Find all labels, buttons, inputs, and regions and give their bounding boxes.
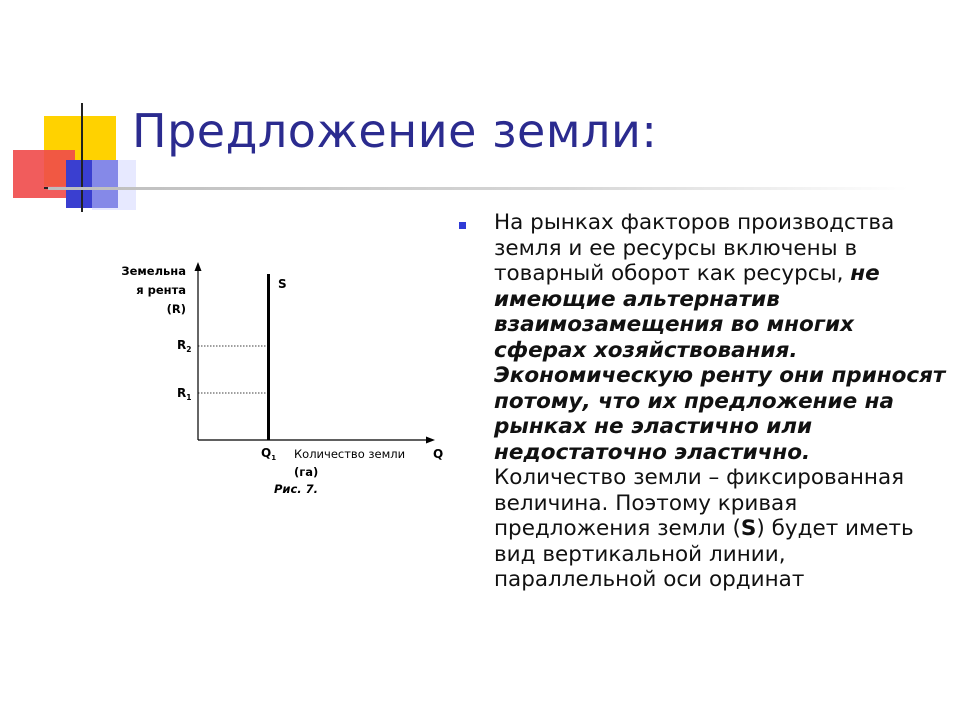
- paragraph-text-1: На рынках факторов производства земля и ее ресурсы включены в товарный оборот как ресурсы,: [494, 210, 895, 286]
- y-axis-label-line2: я рента: [136, 283, 186, 297]
- paragraph-text-2: Количество земли – фиксированная величина. Поэтому кривая предложения земли (: [494, 465, 905, 541]
- y-axis-arrow: [195, 262, 202, 271]
- slide-title: Предложение земли:: [132, 104, 658, 158]
- land-supply-diagram: [90, 250, 460, 510]
- bullet-marker: [459, 222, 466, 229]
- q1-label: $Q_1$: [261, 446, 277, 462]
- paragraph-text-emphasis: не имеющие альтернатив взаимозамещения во многих сферах хозяйствования. Экономическую ренту они приносят потому, что их предложение на рынках не эластично или недостаточно эластично.: [494, 261, 946, 465]
- x-axis-label-line2: (га): [294, 465, 319, 479]
- supply-curve-label: S: [278, 277, 287, 291]
- bullet-paragraph: [494, 210, 946, 593]
- r2-label: $R_2$: [177, 338, 192, 354]
- figure-caption: Рис. 7.: [274, 482, 319, 496]
- x-axis-label-line1: Количество земли: [294, 447, 406, 461]
- y-axis-label-line1: Земельна: [121, 264, 186, 278]
- deco-fade-square: [92, 160, 136, 210]
- r1-label: $R_1$: [177, 386, 192, 402]
- paragraph-text-s: S: [740, 516, 757, 541]
- deco-red-square: [13, 150, 75, 198]
- x-axis-label-q: Q: [433, 447, 444, 461]
- title-underline: [48, 187, 908, 190]
- y-axis-label-line3: (R): [166, 302, 186, 316]
- x-axis-arrow: [426, 437, 435, 444]
- paragraph-text-3: ) будет иметь вид вертикальной линии, параллельной оси ординат: [494, 516, 914, 592]
